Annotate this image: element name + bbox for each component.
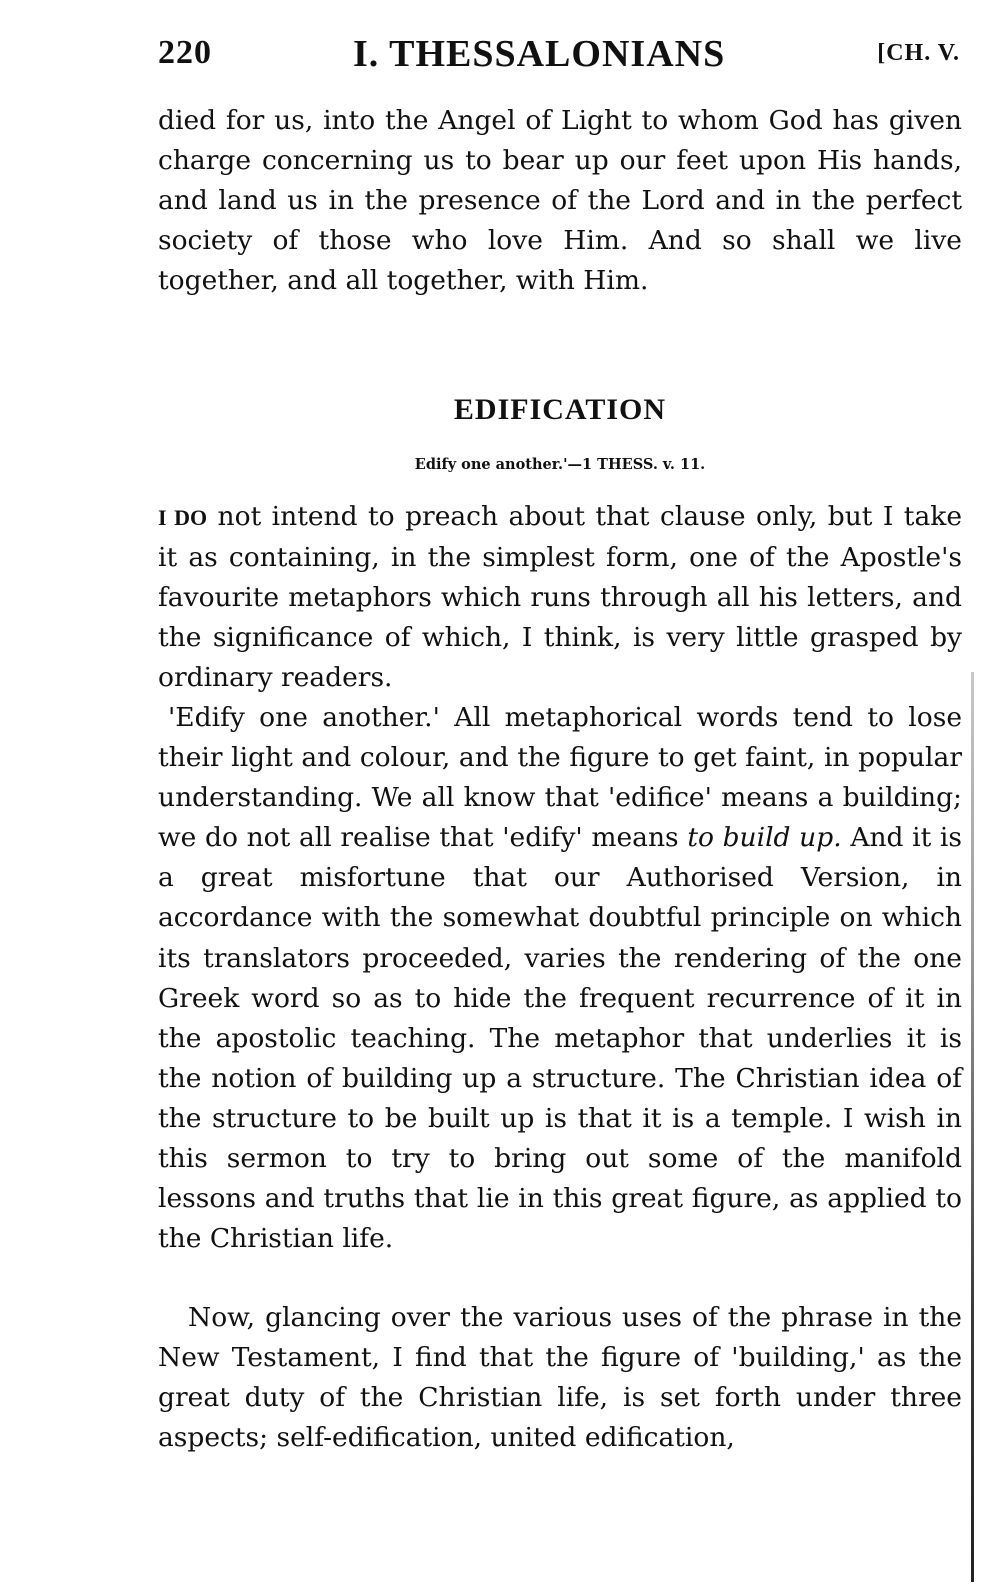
previous-section-paragraph: died for us, into the Angel of Light to whom God has given charge concerning us to bear up our feet upon His hands, and land us in the presence of the Lord and in the perfect society of those who love Him. And so shall we live together, and all together, with Him. <box>158 105 962 297</box>
paragraph-2-text-b: And it is a great misfortune that our Authorised Version, in accordance with the somewhat doubtful principle on which its translators proceeded, varies the rendering of the one Greek word so as to hide the frequent recurrence of it in the apostolic teaching. The metaphor that underlies it is the notion of building up a structure. The Christian idea of the structure to be built up is that it is a temple. I wish in this sermon to try to bring out some of the manifold lessons and truths that lie in this great figure, as applied to the Christian life. <box>158 822 963 1255</box>
paragraph-1-text: not intend to preach about that clause only, but I take it as containing, in the simplest form, one of the Apostle's favourite metaphors which runs through all his letters, and the significance of which, I think, is very little grasped by ordinary readers. <box>158 501 962 694</box>
section-title: EDIFICATION <box>453 393 667 426</box>
page-header <box>158 34 964 78</box>
running-title: I. THESSALONIANS <box>353 33 726 75</box>
page-number: 220 <box>158 34 212 71</box>
page-edge-shadow <box>971 672 974 1582</box>
paragraph-2 <box>158 698 962 1259</box>
chapter-reference: [CH. V. <box>877 40 960 66</box>
epigraph: Edify one another.'—1 THESS. v. 11. <box>414 456 706 473</box>
paragraph-2-text-a: 'Edify one another.' All metaphorical words tend to lose their light and colour, and the figure to get faint, in popular understanding. We all know that 'edifice' means a building; we do not all realise that 'edify' means <box>158 702 962 854</box>
paragraph-2-italic: to build up. <box>687 822 842 854</box>
opening-words: I DO <box>158 505 208 530</box>
paragraph-3: Now, glancing over the various uses of the phrase in the New Testament, I find that the figure of 'building,' as the great duty of the Christian life, is set forth under three aspects; self-edification, united edification, <box>158 1302 962 1454</box>
paragraph-1 <box>158 497 962 698</box>
